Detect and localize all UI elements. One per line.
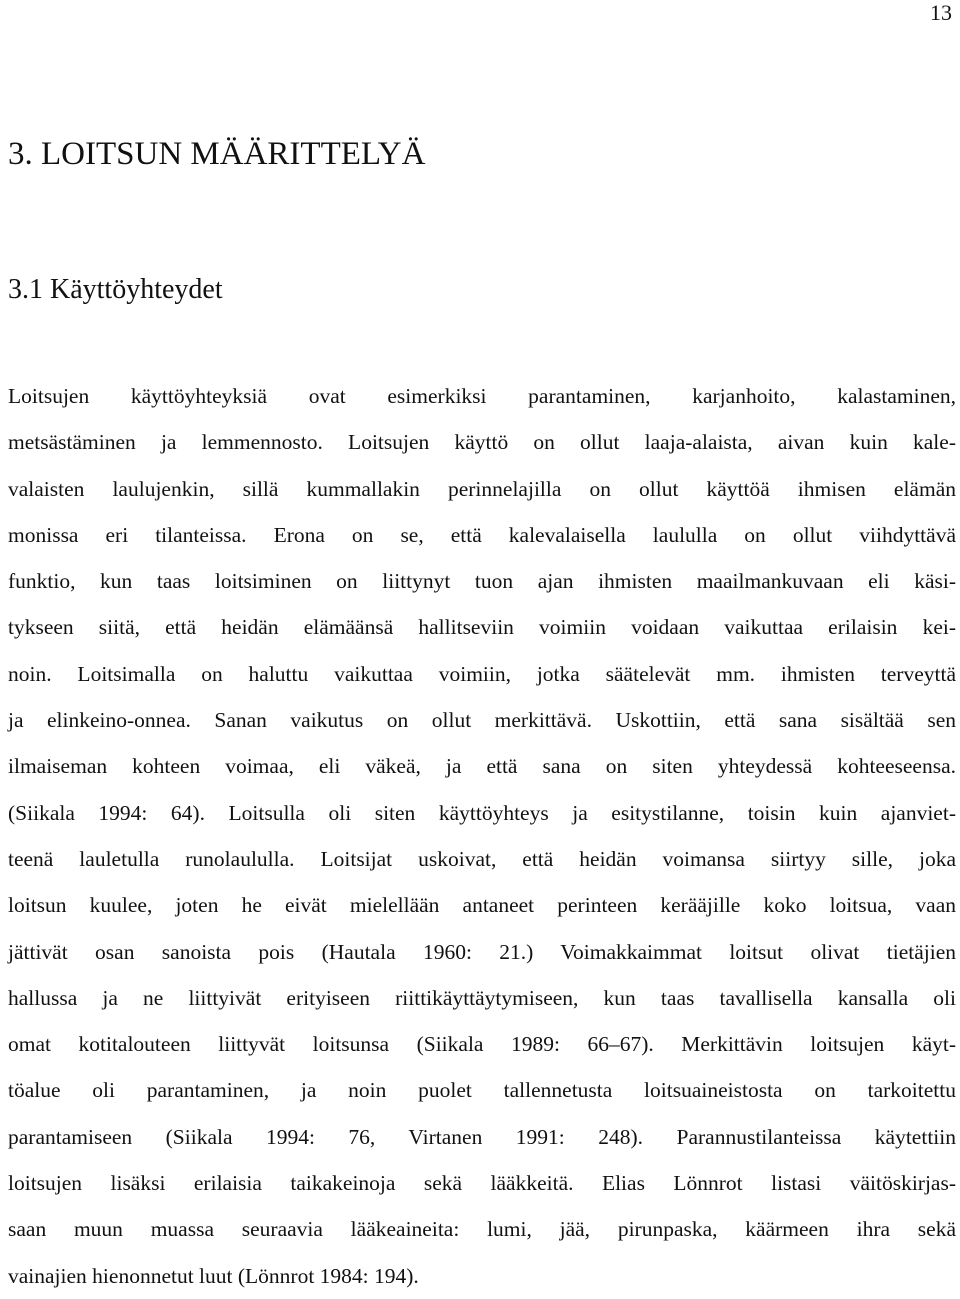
paragraph-line: Loitsujen käyttöyhteyksiä ovat esimerkiksi parantaminen, karjanhoito, kalastaminen, bbox=[8, 384, 956, 408]
chapter-title: 3. LOITSUN MÄÄRITTELYÄ bbox=[8, 136, 426, 172]
paragraph-line: hallussa ja ne liittyivät erityiseen riittikäyttäytymiseen, kun taas tavallisella kansalla oli bbox=[8, 985, 956, 1010]
paragraph-line: ja elinkeino-onnea. Sanan vaikutus on ollut merkittävä. Uskottiin, että sana sisältää sen bbox=[8, 708, 956, 733]
paragraph-line: valaisten laulujenkin, sillä kummallakin perinnelajilla on ollut käyttöä ihmisen elämän bbox=[8, 476, 956, 501]
paragraph-line: funktio, kun taas loitsiminen on liittynyt tuon ajan ihmisten maailmankuvaan eli käsi- bbox=[8, 569, 956, 594]
paragraph-line: (Siikala 1994: 64). Loitsulla oli siten käyttöyhteys ja esitystilanne, toisin kuin ajanviet- bbox=[8, 800, 956, 825]
paragraph-line: monissa eri tilanteissa. Erona on se, että kalevalaisella laululla on ollut viihdyttävä bbox=[8, 522, 956, 547]
paragraph-line: tykseen siitä, että heidän elämäänsä hallitseviin voimiin voidaan vaikuttaa erilaisin kei- bbox=[8, 615, 956, 640]
paragraph-line: ilmaiseman kohteen voimaa, eli väkeä, ja että sana on siten yhteydessä kohteeseensa. bbox=[8, 754, 956, 779]
body-paragraph bbox=[8, 373, 956, 1299]
paragraph-line: töalue oli parantaminen, ja noin puolet tallennetusta loitsuaineistosta on tarkoitettu bbox=[8, 1078, 956, 1103]
paragraph-line: vainajien hienonnetut luut (Lönnrot 1984: 194). bbox=[8, 1263, 419, 1288]
paragraph-line: loitsun kuulee, joten he eivät mielellään antaneet perinteen kerääjille koko loitsua, vaan bbox=[8, 893, 956, 918]
paragraph-line: noin. Loitsimalla on haluttu vaikuttaa voimiin, jotka säätelevät mm. ihmisten terveyttä bbox=[8, 661, 956, 686]
paragraph-line: jättivät osan sanoista pois (Hautala 1960: 21.) Voimakkaimmat loitsut olivat tietäjien bbox=[8, 939, 956, 964]
paragraph-line: teenä lauletulla runolaululla. Loitsijat uskoivat, että heidän voimansa siirtyy sille, joka bbox=[8, 846, 956, 871]
paragraph-line: loitsujen lisäksi erilaisia taikakeinoja sekä lääkkeitä. Elias Lönnrot listasi väitöskirjas- bbox=[8, 1171, 956, 1196]
paragraph-line: omat kotitalouteen liittyvät loitsunsa (Siikala 1989: 66–67). Merkittävin loitsujen käyt- bbox=[8, 1032, 956, 1057]
section-title: 3.1 Käyttöyhteydet bbox=[8, 274, 223, 305]
page-number: 13 bbox=[930, 0, 952, 25]
paragraph-line: saan muun muassa seuraavia lääkeaineita: lumi, jää, pirunpaska, käärmeen ihra sekä bbox=[8, 1217, 956, 1242]
paragraph-line: parantamiseen (Siikala 1994: 76, Virtanen 1991: 248). Parannustilanteissa käytettiin bbox=[8, 1124, 956, 1149]
paragraph-line: metsästäminen ja lemmennosto. Loitsujen käyttö on ollut laaja-alaista, aivan kuin kale- bbox=[8, 430, 956, 455]
